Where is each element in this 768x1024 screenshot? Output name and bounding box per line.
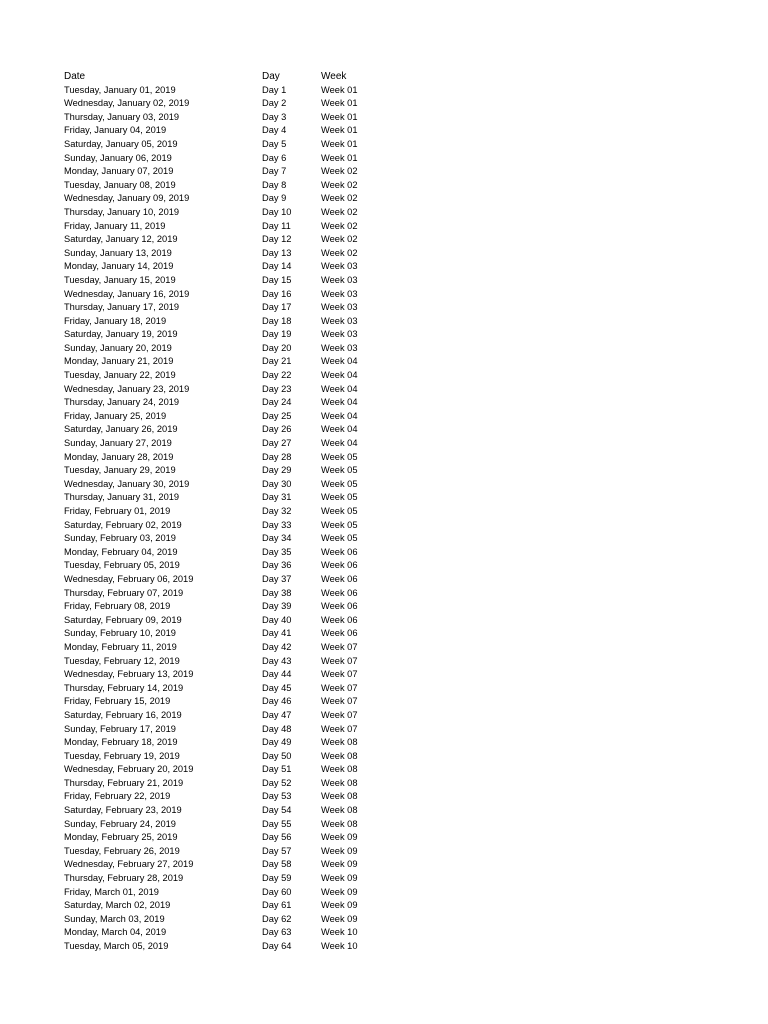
day-cell: Day 4 xyxy=(262,125,287,136)
table-row xyxy=(64,138,464,152)
day-cell: Day 43 xyxy=(262,655,292,666)
day-cell: Day 13 xyxy=(262,247,292,258)
date-cell: Monday, February 11, 2019 xyxy=(64,641,177,652)
day-cell: Day 54 xyxy=(262,805,292,816)
table-row xyxy=(64,627,464,641)
table-row xyxy=(64,872,464,886)
week-cell: Week 08 xyxy=(321,805,358,816)
table-row xyxy=(64,315,464,329)
day-cell: Day 58 xyxy=(262,859,292,870)
day-cell: Day 35 xyxy=(262,546,292,557)
week-cell: Week 05 xyxy=(321,478,358,489)
date-cell: Saturday, February 02, 2019 xyxy=(64,519,182,530)
day-cell: Day 29 xyxy=(262,465,292,476)
week-cell: Week 01 xyxy=(321,98,358,109)
date-cell: Saturday, February 16, 2019 xyxy=(64,709,182,720)
date-cell: Sunday, January 20, 2019 xyxy=(64,342,172,353)
date-cell: Monday, January 07, 2019 xyxy=(64,166,174,177)
day-cell: Day 51 xyxy=(262,764,292,775)
week-cell: Week 06 xyxy=(321,601,358,612)
day-cell: Day 56 xyxy=(262,832,292,843)
date-cell: Thursday, January 31, 2019 xyxy=(64,492,180,503)
date-cell: Friday, February 01, 2019 xyxy=(64,506,171,516)
date-cell: Friday, January 25, 2019 xyxy=(64,410,167,421)
table-row xyxy=(64,152,464,166)
table-row xyxy=(64,179,464,193)
table-row xyxy=(64,519,464,533)
week-cell: Week 06 xyxy=(321,560,358,571)
day-cell: Day 9 xyxy=(262,193,287,204)
day-cell: Day 30 xyxy=(262,478,292,489)
date-cell: Thursday, February 07, 2019 xyxy=(64,587,184,598)
table-row xyxy=(64,342,464,356)
table-row xyxy=(64,124,464,138)
day-cell: Day 2 xyxy=(262,98,287,109)
day-cell: Day 55 xyxy=(262,818,292,829)
week-cell: Week 02 xyxy=(321,247,358,258)
day-cell: Day 57 xyxy=(262,845,292,856)
date-cell: Thursday, February 28, 2019 xyxy=(64,873,184,884)
table-row xyxy=(64,491,464,505)
table-row xyxy=(64,192,464,206)
date-cell: Tuesday, February 26, 2019 xyxy=(64,845,180,856)
table-row xyxy=(64,383,464,397)
week-cell: Week 09 xyxy=(321,886,358,897)
week-cell: Week 04 xyxy=(321,424,358,435)
day-cell: Day 26 xyxy=(262,424,292,435)
date-cell: Tuesday, February 19, 2019 xyxy=(64,750,180,761)
date-cell: Monday, January 14, 2019 xyxy=(64,261,174,272)
day-cell: Day 16 xyxy=(262,288,292,299)
week-cell: Week 05 xyxy=(321,465,358,476)
date-cell: Saturday, March 02, 2019 xyxy=(64,900,171,911)
day-cell: Day 21 xyxy=(262,356,292,367)
table-row xyxy=(64,573,464,587)
day-cell: Day 7 xyxy=(262,166,287,177)
table-row xyxy=(64,750,464,764)
week-cell: Week 02 xyxy=(321,179,358,190)
week-cell: Week 04 xyxy=(321,410,358,421)
week-cell: Week 06 xyxy=(321,614,358,625)
day-cell: Day 37 xyxy=(262,573,292,584)
table-row xyxy=(64,818,464,832)
day-cell: Day 6 xyxy=(262,152,287,163)
date-cell: Thursday, January 03, 2019 xyxy=(64,111,180,122)
date-cell: Tuesday, February 12, 2019 xyxy=(64,655,180,666)
week-cell: Week 04 xyxy=(321,438,358,449)
week-cell: Week 02 xyxy=(321,234,358,245)
table-row xyxy=(64,899,464,913)
day-cell: Day 10 xyxy=(262,206,292,217)
table-row xyxy=(64,790,464,804)
day-cell: Day 52 xyxy=(262,777,292,788)
date-cell: Wednesday, February 27, 2019 xyxy=(64,859,194,870)
date-cell: Thursday, February 21, 2019 xyxy=(64,777,184,788)
table-row xyxy=(64,301,464,315)
day-cell: Day 49 xyxy=(262,737,292,748)
week-cell: Week 03 xyxy=(321,288,358,299)
week-cell: Week 05 xyxy=(321,506,358,516)
table-row xyxy=(64,940,464,954)
date-cell: Saturday, February 09, 2019 xyxy=(64,614,182,625)
date-cell: Friday, March 01, 2019 xyxy=(64,886,159,897)
day-cell: Day 36 xyxy=(262,560,292,571)
week-cell: Week 03 xyxy=(321,329,358,340)
table-row xyxy=(64,396,464,410)
week-cell: Week 08 xyxy=(321,777,358,788)
week-cell: Week 03 xyxy=(321,342,358,353)
date-cell: Sunday, February 03, 2019 xyxy=(64,533,176,544)
date-cell: Sunday, January 06, 2019 xyxy=(64,152,172,163)
date-cell: Saturday, February 23, 2019 xyxy=(64,805,182,816)
week-cell: Week 07 xyxy=(321,723,358,734)
day-cell: Day 38 xyxy=(262,587,292,598)
date-cell: Wednesday, January 30, 2019 xyxy=(64,478,190,489)
day-cell: Day 47 xyxy=(262,709,292,720)
day-cell: Day 20 xyxy=(262,342,292,353)
date-cell: Thursday, January 17, 2019 xyxy=(64,302,180,313)
table-row xyxy=(64,913,464,927)
date-cell: Tuesday, January 01, 2019 xyxy=(64,84,176,95)
table-row xyxy=(64,587,464,601)
day-cell: Day 46 xyxy=(262,696,292,707)
week-cell: Week 07 xyxy=(321,641,358,652)
table-row xyxy=(64,111,464,125)
week-cell: Week 03 xyxy=(321,315,358,326)
table-row xyxy=(64,369,464,383)
date-cell: Friday, January 18, 2019 xyxy=(64,315,167,326)
date-cell: Sunday, January 13, 2019 xyxy=(64,247,172,258)
table-row xyxy=(64,165,464,179)
week-cell: Week 05 xyxy=(321,451,358,462)
week-cell: Week 01 xyxy=(321,138,358,149)
day-cell: Day 31 xyxy=(262,492,292,503)
date-cell: Tuesday, January 15, 2019 xyxy=(64,274,176,285)
table-row xyxy=(64,641,464,655)
week-cell: Week 01 xyxy=(321,111,358,122)
table-row xyxy=(64,220,464,234)
table-row xyxy=(64,410,464,424)
day-cell: Day 34 xyxy=(262,533,292,544)
table-row xyxy=(64,260,464,274)
table-row xyxy=(64,845,464,859)
table-row xyxy=(64,478,464,492)
day-cell: Day 14 xyxy=(262,261,292,272)
week-cell: Week 07 xyxy=(321,655,358,666)
table-row xyxy=(64,97,464,111)
table-row xyxy=(64,736,464,750)
day-cell: Day 19 xyxy=(262,329,292,340)
date-cell: Sunday, March 03, 2019 xyxy=(64,913,165,924)
day-cell: Day 39 xyxy=(262,601,292,612)
day-cell: Day 48 xyxy=(262,723,292,734)
week-column-header: Week xyxy=(321,71,347,82)
day-cell: Day 24 xyxy=(262,397,292,408)
table-row xyxy=(64,84,464,98)
table-row xyxy=(64,559,464,573)
table-row xyxy=(64,926,464,940)
week-cell: Week 09 xyxy=(321,900,358,911)
week-cell: Week 05 xyxy=(321,519,358,530)
table-row xyxy=(64,804,464,818)
table-row xyxy=(64,328,464,342)
date-cell: Monday, January 21, 2019 xyxy=(64,356,174,367)
week-cell: Week 08 xyxy=(321,737,358,748)
table-row xyxy=(64,532,464,546)
date-cell: Friday, January 04, 2019 xyxy=(64,125,167,136)
date-cell: Thursday, February 14, 2019 xyxy=(64,682,184,693)
date-cell: Tuesday, January 22, 2019 xyxy=(64,370,176,381)
day-cell: Day 25 xyxy=(262,410,292,421)
table-row xyxy=(64,858,464,872)
table-row xyxy=(64,723,464,737)
week-cell: Week 01 xyxy=(321,125,358,136)
date-cell: Saturday, January 19, 2019 xyxy=(64,329,178,340)
week-cell: Week 02 xyxy=(321,193,358,204)
week-cell: Week 05 xyxy=(321,533,358,544)
day-cell: Day 61 xyxy=(262,900,292,911)
day-cell: Day 27 xyxy=(262,438,292,449)
date-cell: Saturday, January 26, 2019 xyxy=(64,424,178,435)
week-cell: Week 06 xyxy=(321,546,358,557)
week-cell: Week 05 xyxy=(321,492,358,503)
date-cell: Monday, February 04, 2019 xyxy=(64,546,178,557)
week-cell: Week 01 xyxy=(321,152,358,163)
date-cell: Tuesday, January 29, 2019 xyxy=(64,465,176,476)
day-cell: Day 33 xyxy=(262,519,292,530)
day-cell: Day 8 xyxy=(262,179,287,190)
week-cell: Week 04 xyxy=(321,370,358,381)
day-cell: Day 3 xyxy=(262,111,287,122)
week-cell: Week 03 xyxy=(321,274,358,285)
day-cell: Day 64 xyxy=(262,941,292,951)
week-cell: Week 02 xyxy=(321,220,358,231)
date-column-header: Date xyxy=(64,71,86,82)
week-cell: Week 03 xyxy=(321,261,358,272)
table-row xyxy=(64,288,464,302)
table-row xyxy=(64,614,464,628)
table-row xyxy=(64,206,464,220)
table-row xyxy=(64,274,464,288)
week-cell: Week 03 xyxy=(321,302,358,313)
week-cell: Week 09 xyxy=(321,859,358,870)
week-cell: Week 07 xyxy=(321,682,358,693)
table-row xyxy=(64,655,464,669)
date-cell: Sunday, February 10, 2019 xyxy=(64,628,176,639)
day-cell: Day 53 xyxy=(262,791,292,802)
week-cell: Week 04 xyxy=(321,356,358,367)
date-cell: Wednesday, February 13, 2019 xyxy=(64,669,194,680)
table-row xyxy=(64,505,464,519)
date-cell: Monday, January 28, 2019 xyxy=(64,451,174,462)
day-cell: Day 62 xyxy=(262,913,292,924)
day-cell: Day 32 xyxy=(262,506,292,516)
date-cell: Tuesday, March 05, 2019 xyxy=(64,941,169,951)
table-row xyxy=(64,423,464,437)
date-cell: Sunday, February 17, 2019 xyxy=(64,723,176,734)
table-row xyxy=(64,831,464,845)
date-cell: Wednesday, January 16, 2019 xyxy=(64,288,190,299)
table-row xyxy=(64,668,464,682)
table-row xyxy=(64,233,464,247)
date-table xyxy=(64,70,464,954)
day-cell: Day 60 xyxy=(262,886,292,897)
date-cell: Sunday, January 27, 2019 xyxy=(64,438,172,449)
table-row xyxy=(64,247,464,261)
day-cell: Day 59 xyxy=(262,873,292,884)
date-cell: Monday, February 25, 2019 xyxy=(64,832,178,843)
date-cell: Thursday, January 24, 2019 xyxy=(64,397,180,408)
date-cell: Wednesday, January 02, 2019 xyxy=(64,98,190,109)
day-column-header: Day xyxy=(262,71,280,82)
day-cell: Day 15 xyxy=(262,274,292,285)
table-body xyxy=(64,84,464,954)
day-cell: Day 12 xyxy=(262,234,292,245)
date-cell: Sunday, February 24, 2019 xyxy=(64,818,176,829)
day-cell: Day 63 xyxy=(262,927,292,938)
date-cell: Wednesday, January 23, 2019 xyxy=(64,383,190,394)
day-cell: Day 18 xyxy=(262,315,292,326)
table-row xyxy=(64,437,464,451)
day-cell: Day 42 xyxy=(262,641,292,652)
date-cell: Tuesday, January 08, 2019 xyxy=(64,179,176,190)
table-row xyxy=(64,451,464,465)
week-cell: Week 07 xyxy=(321,669,358,680)
week-cell: Week 09 xyxy=(321,873,358,884)
week-cell: Week 06 xyxy=(321,587,358,598)
date-cell: Friday, February 08, 2019 xyxy=(64,601,171,612)
week-cell: Week 08 xyxy=(321,750,358,761)
table-row xyxy=(64,886,464,900)
date-cell: Monday, February 18, 2019 xyxy=(64,737,178,748)
day-cell: Day 40 xyxy=(262,614,292,625)
day-cell: Day 45 xyxy=(262,682,292,693)
week-cell: Week 02 xyxy=(321,206,358,217)
table-row xyxy=(64,763,464,777)
table-row xyxy=(64,546,464,560)
week-cell: Week 10 xyxy=(321,941,358,951)
day-cell: Day 17 xyxy=(262,302,292,313)
day-cell: Day 1 xyxy=(262,84,287,95)
day-cell: Day 50 xyxy=(262,750,292,761)
table-row xyxy=(64,709,464,723)
date-cell: Tuesday, February 05, 2019 xyxy=(64,560,180,571)
date-cell: Wednesday, February 20, 2019 xyxy=(64,764,194,775)
table-row xyxy=(64,695,464,709)
week-cell: Week 06 xyxy=(321,628,358,639)
week-cell: Week 09 xyxy=(321,845,358,856)
week-cell: Week 08 xyxy=(321,764,358,775)
date-cell: Friday, February 22, 2019 xyxy=(64,791,171,802)
table-row xyxy=(64,777,464,791)
date-cell: Saturday, January 12, 2019 xyxy=(64,234,178,245)
week-cell: Week 07 xyxy=(321,696,358,707)
week-cell: Week 09 xyxy=(321,913,358,924)
day-cell: Day 11 xyxy=(262,220,291,231)
week-cell: Week 10 xyxy=(321,927,358,938)
day-cell: Day 41 xyxy=(262,628,292,639)
date-cell: Wednesday, January 09, 2019 xyxy=(64,193,190,204)
table-row xyxy=(64,355,464,369)
week-cell: Week 04 xyxy=(321,383,358,394)
table-row xyxy=(64,464,464,478)
table-header-row xyxy=(64,70,464,84)
week-cell: Week 08 xyxy=(321,791,358,802)
week-cell: Week 07 xyxy=(321,709,358,720)
week-cell: Week 02 xyxy=(321,166,358,177)
week-cell: Week 09 xyxy=(321,832,358,843)
date-cell: Wednesday, February 06, 2019 xyxy=(64,573,194,584)
day-cell: Day 23 xyxy=(262,383,292,394)
date-cell: Friday, January 11, 2019 xyxy=(64,220,166,231)
day-cell: Day 5 xyxy=(262,138,287,149)
week-cell: Week 01 xyxy=(321,84,358,95)
week-cell: Week 08 xyxy=(321,818,358,829)
table-row xyxy=(64,600,464,614)
week-cell: Week 06 xyxy=(321,573,358,584)
date-cell: Friday, February 15, 2019 xyxy=(64,696,171,707)
day-cell: Day 44 xyxy=(262,669,292,680)
date-cell: Saturday, January 05, 2019 xyxy=(64,138,178,149)
date-cell: Thursday, January 10, 2019 xyxy=(64,206,180,217)
day-cell: Day 22 xyxy=(262,370,292,381)
date-cell: Monday, March 04, 2019 xyxy=(64,927,167,938)
day-cell: Day 28 xyxy=(262,451,292,462)
week-cell: Week 04 xyxy=(321,397,358,408)
table-row xyxy=(64,682,464,696)
